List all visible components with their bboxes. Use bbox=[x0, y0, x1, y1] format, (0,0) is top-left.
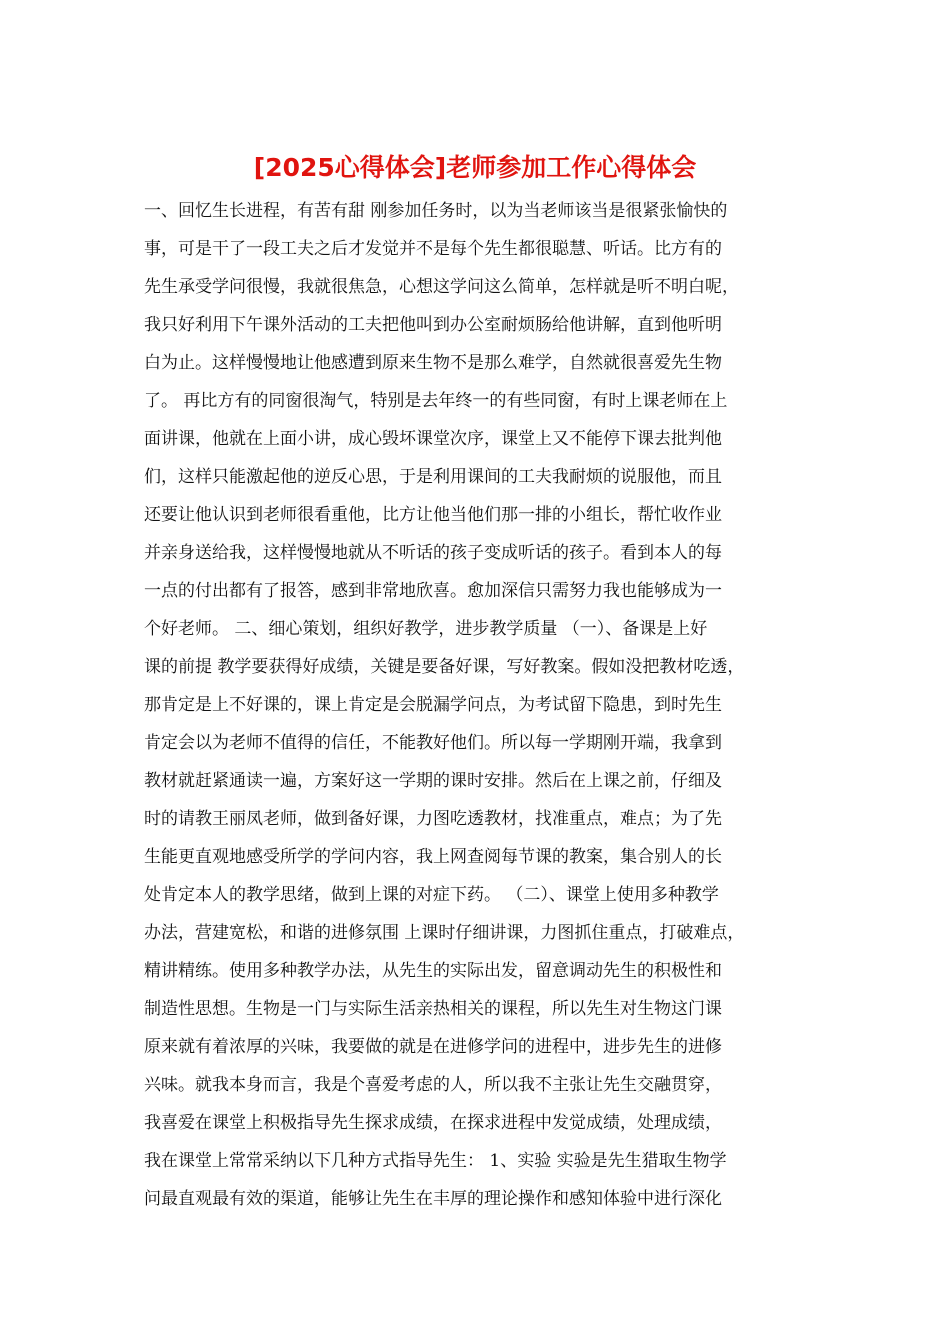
text-line: 时的请教王丽凤老师，做到备好课，力图吃透教材，找准重点，难点；为了先 bbox=[144, 809, 722, 829]
text-line: 肯定会以为老师不值得的信任，不能教好他们。所以每一学期刚开端，我拿到 bbox=[144, 733, 722, 753]
text-line: 我只好利用下午课外活动的工夫把他叫到办公室耐烦肠给他讲解，直到他听明 bbox=[144, 315, 722, 335]
text-line: 还要让他认识到老师很看重他，比方让他当他们那一排的小组长，帮忙收作业 bbox=[144, 505, 722, 525]
text-line: 制造性思想。生物是一门与实际生活亲热相关的课程，所以先生对生物这门课 bbox=[144, 999, 722, 1019]
text-line: 了。 再比方有的同窗很淘气，特别是去年终一的有些同窗，有时上课老师在上 bbox=[144, 391, 728, 411]
text-line: 一点的付出都有了报答，感到非常地欣喜。愈加深信只需努力我也能够成为一 bbox=[144, 581, 722, 601]
text-line: 问最直观最有效的渠道，能够让先生在丰厚的理论操作和感知体验中进行深化 bbox=[144, 1189, 722, 1209]
text-line: 一、回忆生长进程，有苦有甜 刚参加任务时，以为当老师该当是很紧张愉快的 bbox=[144, 201, 728, 221]
text-line: 办法，营建宽松，和谐的进修氛围 上课时仔细讲课，力图抓住重点，打破难点， bbox=[144, 923, 745, 943]
text-line: 白为止。这样慢慢地让他感遭到原来生物不是那么难学，自然就很喜爱先生物 bbox=[144, 353, 722, 373]
text-line: 生能更直观地感受所学的学问内容，我上网查阅每节课的教案，集合别人的长 bbox=[144, 847, 722, 867]
text-line: 我喜爱在课堂上积极指导先生探求成绩，在探求进程中发觉成绩，处理成绩， bbox=[144, 1113, 722, 1133]
text-line: 兴味。就我本身而言，我是个喜爱考虑的人，所以我不主张让先生交融贯穿， bbox=[144, 1075, 722, 1095]
text-line: 课的前提 教学要获得好成绩，关键是要备好课，写好教案。假如没把教材吃透， bbox=[144, 657, 745, 677]
text-line: 先生承受学问很慢，我就很焦急，心想这学问这么简单，怎样就是听不明白呢， bbox=[144, 277, 739, 297]
text-line: 精讲精练。使用多种教学办法，从先生的实际出发，留意调动先生的积极性和 bbox=[144, 961, 722, 981]
text-line: 个好老师。 二、细心策划，组织好教学，进步教学质量 （一）、备课是上好 bbox=[144, 619, 708, 639]
document-body bbox=[144, 192, 814, 1218]
text-line: 们，这样只能激起他的逆反心思，于是利用课间的工夫我耐烦的说服他，而且 bbox=[144, 467, 722, 487]
text-line: 那肯定是上不好课的，课上肯定是会脱漏学问点，为考试留下隐患，到时先生 bbox=[144, 695, 722, 715]
text-line: 我在课堂上常常采纳以下几种方式指导先生： 1、实验 实验是先生猎取生物学 bbox=[144, 1151, 727, 1171]
text-line: 教材就赶紧通读一遍，方案好这一学期的课时安排。然后在上课之前，仔细及 bbox=[144, 771, 722, 791]
text-line: 面讲课，他就在上面小讲，成心毁坏课堂次序，课堂上又不能停下课去批判他 bbox=[144, 429, 722, 449]
text-line: 事，可是干了一段工夫之后才发觉并不是每个先生都很聪慧、听话。比方有的 bbox=[144, 239, 722, 259]
text-line: 并亲身送给我，这样慢慢地就从不听话的孩子变成听话的孩子。看到本人的每 bbox=[144, 543, 722, 563]
text-line: 处肯定本人的教学思绪，做到上课的对症下药。 （二）、课堂上使用多种教学 bbox=[144, 885, 719, 905]
document-title: [2025心得体会]老师参加工作心得体会 bbox=[253, 153, 697, 182]
text-line: 原来就有着浓厚的兴味，我要做的就是在进修学问的进程中，进步先生的进修 bbox=[144, 1037, 722, 1057]
